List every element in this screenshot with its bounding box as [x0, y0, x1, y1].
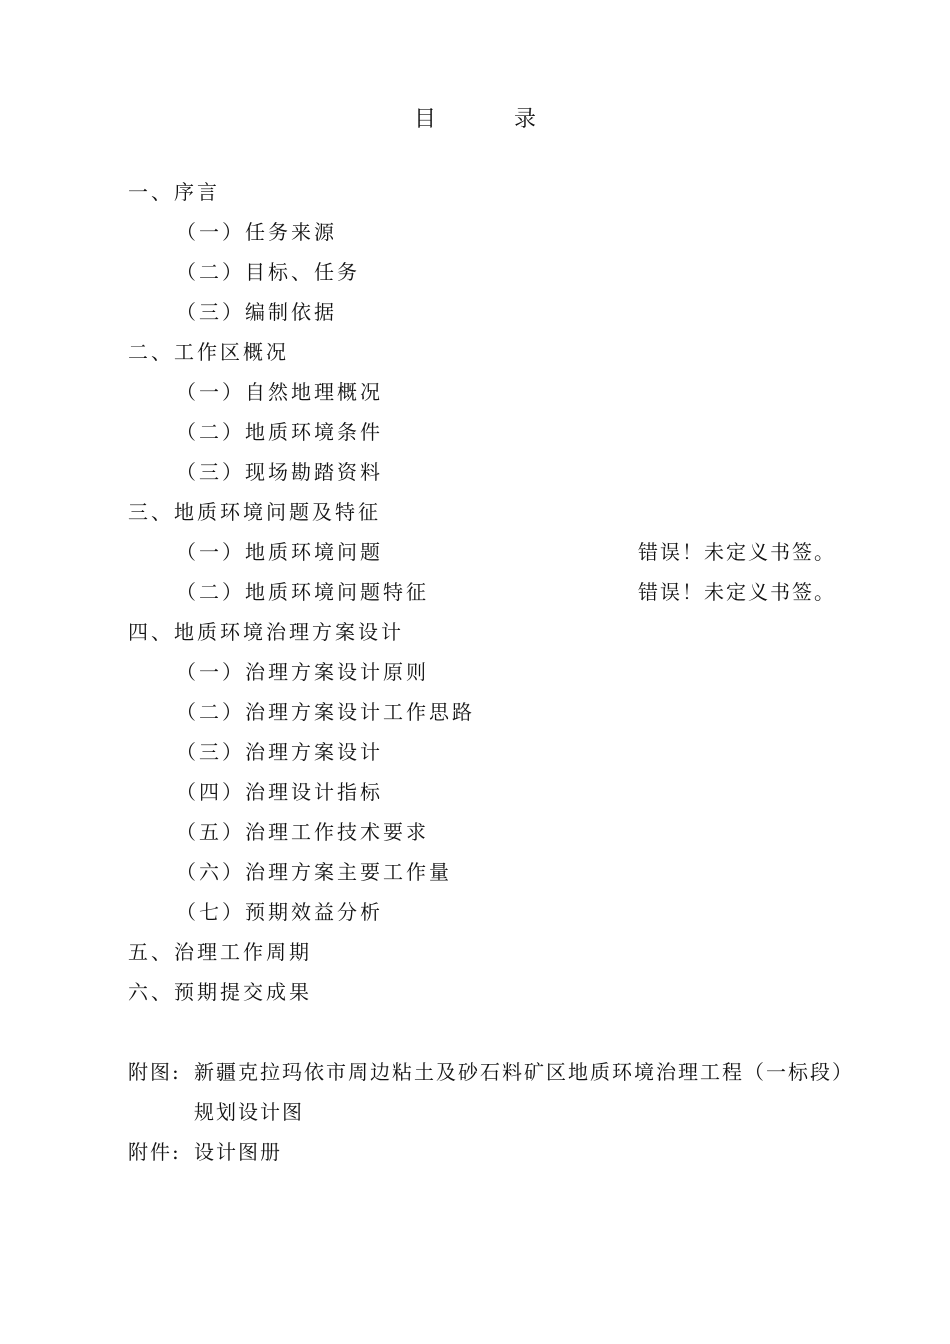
toc-section-label: 三、地质环境问题及特征	[128, 500, 381, 524]
toc-item-label: （一）地质环境问题	[176, 540, 383, 564]
toc-item-label: （一）治理方案设计原则	[176, 660, 429, 684]
toc-section-2[interactable]	[0, 332, 950, 372]
toc-item-1-1[interactable]	[0, 212, 950, 252]
toc-item-label: （三）治理方案设计	[176, 740, 383, 764]
attached-figure-title-cont: 规划设计图	[194, 1100, 304, 1124]
toc-item-label: （一）自然地理概况	[176, 380, 383, 404]
spacer	[0, 1012, 950, 1052]
page-title: 目 录	[413, 107, 564, 132]
toc-section-label: 四、地质环境治理方案设计	[128, 620, 404, 644]
toc-item-2-2[interactable]	[0, 412, 950, 452]
toc-item-label: （七）预期效益分析	[176, 900, 383, 924]
toc-section-1[interactable]	[0, 172, 950, 212]
toc-item-label: （五）治理工作技术要求	[176, 820, 429, 844]
toc-item-4-2[interactable]	[0, 692, 950, 732]
annex-line[interactable]	[0, 1132, 950, 1172]
toc-item-label: （二）治理方案设计工作思路	[176, 700, 475, 724]
toc-item-label: （三）现场勘踏资料	[176, 460, 383, 484]
toc-item-2-3[interactable]	[0, 452, 950, 492]
toc-page-ref: 错误！未定义书签。	[638, 580, 836, 604]
table-of-contents	[0, 172, 950, 1172]
toc-item-label: （六）治理方案主要工作量	[176, 860, 452, 884]
toc-item-label: （二）地质环境条件	[176, 420, 383, 444]
toc-item-label: （二）目标、任务	[176, 260, 360, 284]
toc-item-4-7[interactable]	[0, 892, 950, 932]
toc-item-3-2[interactable]	[0, 572, 950, 612]
toc-section-label: 一、序言	[128, 180, 220, 204]
attached-figure-label: 附图:	[128, 1060, 181, 1084]
attached-figure-line[interactable]	[0, 1052, 950, 1092]
toc-item-3-1[interactable]	[0, 532, 950, 572]
toc-section-label: 六、预期提交成果	[128, 980, 312, 1004]
toc-item-2-1[interactable]	[0, 372, 950, 412]
toc-section-label: 五、治理工作周期	[128, 940, 312, 964]
toc-item-label: （四）治理设计指标	[176, 780, 383, 804]
toc-section-4[interactable]	[0, 612, 950, 652]
attached-figure-title: 新疆克拉玛依市周边粘土及砂石料矿区地质环境治理工程（一标段）	[194, 1060, 854, 1084]
toc-section-6[interactable]	[0, 972, 950, 1012]
toc-item-4-5[interactable]	[0, 812, 950, 852]
toc-page-ref: 错误！未定义书签。	[638, 540, 836, 564]
toc-section-3[interactable]	[0, 492, 950, 532]
toc-item-label: （二）地质环境问题特征	[176, 580, 429, 604]
toc-item-1-3[interactable]	[0, 292, 950, 332]
toc-item-4-1[interactable]	[0, 652, 950, 692]
toc-item-label: （三）编制依据	[176, 300, 337, 324]
attached-figure-line-2	[0, 1092, 950, 1132]
toc-section-label: 二、工作区概况	[128, 340, 289, 364]
toc-item-1-2[interactable]	[0, 252, 950, 292]
toc-item-label: （一）任务来源	[176, 220, 337, 244]
toc-item-4-6[interactable]	[0, 852, 950, 892]
annex-label: 附件:	[128, 1140, 181, 1164]
annex-title: 设计图册	[194, 1140, 282, 1164]
toc-item-4-4[interactable]	[0, 772, 950, 812]
toc-section-5[interactable]	[0, 932, 950, 972]
toc-item-4-3[interactable]	[0, 732, 950, 772]
